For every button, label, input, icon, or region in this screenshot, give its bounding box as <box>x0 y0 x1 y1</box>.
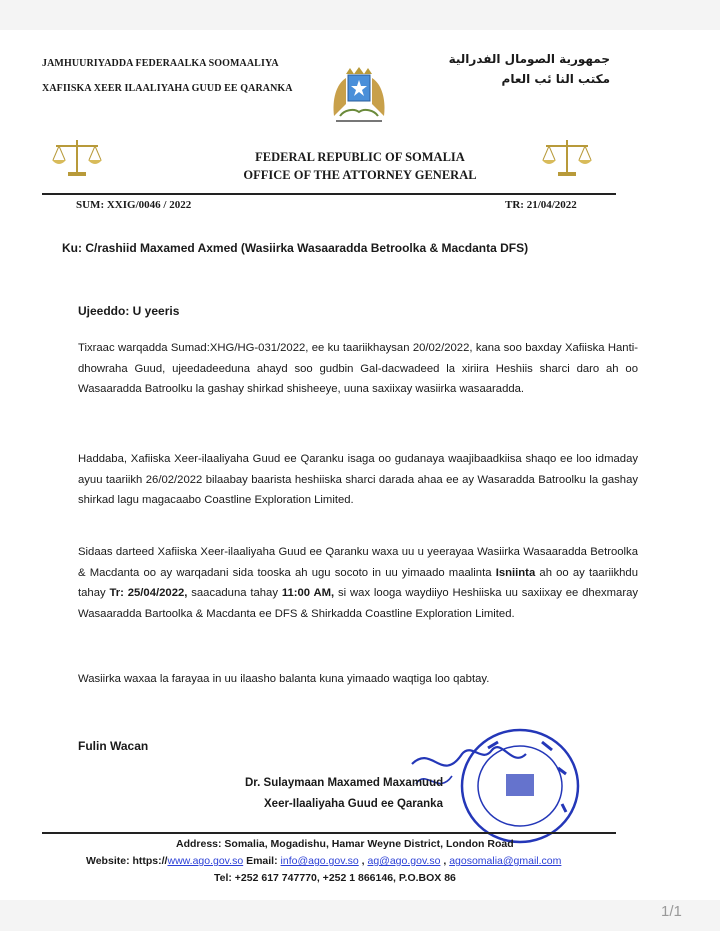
somali-header-line1: JAMHUURIYADDA FEDERAALKA SOOMAALIYA <box>42 58 279 69</box>
p3-text-a: Sidaas darteed Xafiiska Xeer-ilaaliyaha Guud ee Qaranku waxa uu u yeerayaa Wasiirka Wasaaradda Betroolka & Macdanta oo ay warqadani sida tooska ah ugu socoto in uu yimaado maalinta <box>78 546 638 579</box>
somali-header <box>42 58 293 108</box>
footer-address: Address: Somalia, Mogadishu, Hamar Weyne District, London Road <box>176 838 514 850</box>
paragraph-4: Wasiirka waxaa la farayaa in uu ilaasho balanta kuna yimaado waqtiga loo qabtay. <box>78 673 490 685</box>
paragraph-2: Haddaba, Xafiiska Xeer-ilaaliyaha Guud ee Qaranku isaga oo gudanaya waajibaadkiisa shaqo ee loo idmaday ayuu taariikh 26/02/2022 bilaabay baarista heshiiska sharci darada ahaa ee ay Wasaradda Batroolku la gashay shirkad lagu magacaabo Coastline Exploration Limited. <box>78 453 638 506</box>
english-header <box>230 148 490 184</box>
email-ag-link[interactable]: ag@ago.gov.so <box>367 855 441 867</box>
letter-date: TR: 21/04/2022 <box>505 199 577 211</box>
email-gmail-link[interactable]: agosomalia@gmail.com <box>449 855 562 867</box>
paragraph-3 <box>78 542 638 624</box>
footer-telephone: Tel: +252 617 747770, +252 1 866146, P.O.BOX 86 <box>214 872 456 884</box>
english-header-line2: OFFICE OF THE ATTORNEY GENERAL <box>243 168 477 182</box>
reference-number: SUM: XXIG/0046 / 2022 <box>76 199 192 211</box>
somali-header-line2: XAFIISKA XEER ILAALIYAHA GUUD EE QARANKA <box>42 83 293 94</box>
p3-date: Tr: 25/04/2022, <box>109 587 188 599</box>
page-indicator: 1/1 <box>661 903 682 920</box>
website-label: Website: https:// <box>86 855 168 867</box>
arabic-header <box>449 52 610 92</box>
arabic-header-line1: جمهورية الصومال الفدرالية <box>448 52 610 66</box>
email-label: Email: <box>243 855 281 867</box>
top-margin <box>0 0 720 30</box>
arabic-header-line2: مكتب النا ئب العام <box>501 72 610 86</box>
p3-text-e: saacaduna tahay <box>187 587 282 599</box>
email-info-link[interactable]: info@ago.gov.so <box>280 855 359 867</box>
scales-of-justice-left-icon <box>50 136 104 178</box>
paragraph-1: Tixraac warqadda Sumad:XHG/HG-031/2022, ee ku taariikhaysan 20/02/2022, kana soo baxday Xafiiska Hanti-dhowraha Guud, ujeedadeeduna ahayd soo gudbin Gal-dacwadeed la xiriira Heshiis sharci daro ah oo Wasaaradda Batroolku la gashay shirkad shisheeye, uuna saxiixay wasiirka wasaaradda. <box>78 342 638 395</box>
scales-of-justice-right-icon <box>540 136 594 178</box>
p3-time: 11:00 AM, <box>281 587 335 599</box>
somalia-coat-of-arms-icon <box>326 66 392 126</box>
header-divider <box>42 193 616 195</box>
footer-divider <box>42 832 616 834</box>
addressee: Ku: C/rashiid Maxamed Axmed (Wasiirka Wasaaradda Betroolka & Macdanta DFS) <box>62 241 529 255</box>
website-link[interactable]: www.ago.gov.so <box>167 855 244 867</box>
footer-contacts <box>86 855 561 867</box>
closing: Fulin Wacan <box>78 739 149 753</box>
signatory-title: Xeer-Ilaaliyaha Guud ee Qaranka <box>264 798 443 810</box>
signatory-name: Dr. Sulaymaan Maxamed Maxamuud <box>245 777 444 789</box>
email-separator-1: , <box>358 855 368 867</box>
p3-text-g: si wax looga waydiiyo Heshiiska uu saxiixay ee dhexmaray Wasaaradda Bartoolka & Macdanta ee DFS & Shirkadda Coastline Exploration Limited. <box>78 587 639 620</box>
subject-line: Ujeeddo: U yeeris <box>78 304 180 318</box>
english-header-line1: FEDERAL REPUBLIC OF SOMALIA <box>255 150 465 164</box>
p3-day: Isniinta <box>495 566 536 579</box>
email-separator-2: , <box>440 855 450 867</box>
p3-text-c: ah oo ay taariikhdu tahay <box>78 566 638 599</box>
